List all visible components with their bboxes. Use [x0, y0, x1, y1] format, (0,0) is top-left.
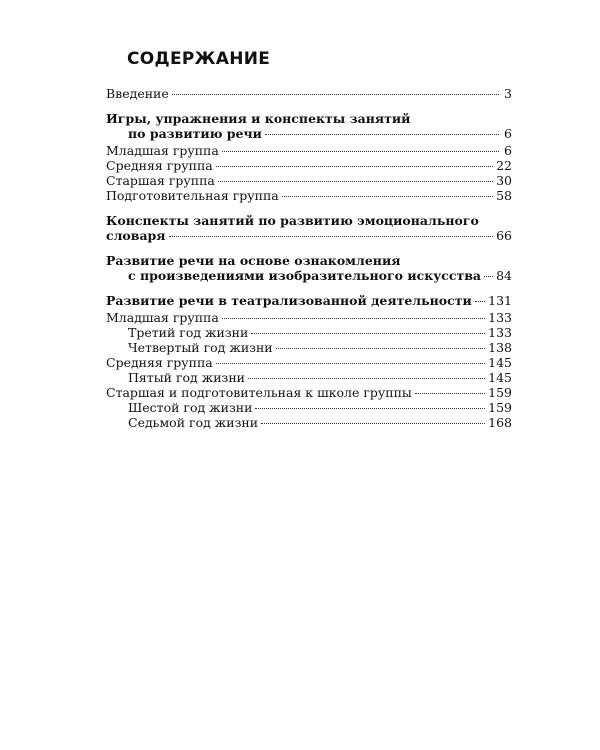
toc-entry-title: Средняя группа — [106, 355, 213, 370]
toc-heading-page: 66 — [496, 228, 512, 243]
toc-entry-title: Подготовительная группа — [106, 188, 279, 203]
toc-entry-title: Седьмой год жизни — [128, 415, 259, 430]
toc-entry-page: 145 — [488, 370, 512, 385]
toc-entry-title: Младшая группа — [106, 310, 219, 325]
toc-entry-page: 133 — [488, 325, 512, 340]
toc-entry[interactable] — [106, 415, 512, 430]
toc-heading-title: по развитию речи — [128, 126, 262, 141]
toc-section-art — [106, 253, 512, 283]
toc-entry-page: 133 — [488, 310, 512, 325]
toc-heading-page: 84 — [496, 268, 512, 283]
toc-entry[interactable] — [106, 340, 512, 355]
toc-heading-title: словаря — [106, 228, 166, 243]
dot-leader — [248, 378, 485, 379]
toc-entry[interactable] — [106, 143, 512, 158]
toc-heading[interactable] — [106, 293, 512, 308]
page-title: СОДЕРЖАНИЕ — [127, 49, 271, 69]
toc-entry-page: 159 — [488, 400, 512, 415]
toc-heading-title: Развитие речи в театрализованной деятельности — [106, 293, 472, 308]
toc-entry-page: 58 — [496, 188, 512, 203]
toc-entry[interactable] — [106, 86, 512, 101]
toc-entry-title: Шестой год жизни — [128, 400, 253, 415]
toc-heading[interactable] — [106, 228, 512, 243]
toc-entry-title: Введение — [106, 86, 169, 101]
toc-section-intro — [106, 86, 512, 101]
toc-heading[interactable] — [106, 268, 512, 283]
table-of-contents — [106, 86, 512, 440]
toc-entry[interactable] — [106, 310, 512, 325]
dot-leader — [475, 301, 485, 302]
toc-heading-line[interactable] — [106, 253, 512, 268]
toc-entry-title: Четвертый год жизни — [128, 340, 273, 355]
toc-heading-page: 6 — [504, 126, 512, 141]
toc-heading-title: Развитие речи на основе ознакомления — [106, 253, 401, 268]
toc-entry[interactable] — [106, 188, 512, 203]
dot-leader — [282, 196, 493, 197]
dot-leader — [172, 94, 499, 95]
dot-leader — [265, 134, 499, 135]
toc-section-games — [106, 111, 512, 203]
toc-entry-page: 30 — [496, 173, 512, 188]
toc-entry-page: 145 — [488, 355, 512, 370]
toc-heading-title: с произведениями изобразительного искусства — [128, 268, 482, 283]
toc-section-emotional — [106, 213, 512, 243]
toc-entry-title: Младшая группа — [106, 143, 219, 158]
dot-leader — [251, 333, 485, 334]
toc-entry-title: Старшая и подготовительная к школе группы — [106, 385, 412, 400]
toc-entry[interactable] — [106, 385, 512, 400]
dot-leader — [415, 393, 485, 394]
dot-leader — [169, 236, 494, 237]
toc-entry-page: 22 — [496, 158, 512, 173]
toc-section-theatre — [106, 293, 512, 430]
dot-leader — [216, 363, 485, 364]
toc-entry-page: 6 — [504, 143, 512, 158]
toc-entry[interactable] — [106, 173, 512, 188]
dot-leader — [216, 166, 493, 167]
toc-entry-page: 3 — [504, 86, 512, 101]
toc-entry[interactable] — [106, 158, 512, 173]
toc-heading-title: Конспекты занятий по развитию эмоционального — [106, 213, 479, 228]
dot-leader — [222, 318, 485, 319]
dot-leader — [484, 276, 493, 277]
toc-entry-page: 159 — [488, 385, 512, 400]
toc-entry-page: 138 — [488, 340, 512, 355]
toc-heading-line[interactable] — [106, 213, 512, 228]
toc-entry-title: Третий год жизни — [128, 325, 249, 340]
toc-heading-line[interactable] — [106, 111, 512, 126]
dot-leader — [261, 423, 485, 424]
toc-entry[interactable] — [106, 355, 512, 370]
dot-leader — [222, 151, 499, 152]
toc-heading[interactable] — [106, 126, 512, 141]
toc-entry-title: Пятый год жизни — [128, 370, 246, 385]
toc-entry[interactable] — [106, 370, 512, 385]
toc-heading-title: Игры, упражнения и конспекты занятий — [106, 111, 411, 126]
toc-entry-title: Средняя группа — [106, 158, 213, 173]
dot-leader — [276, 348, 486, 349]
dot-leader — [218, 181, 493, 182]
toc-heading-page: 131 — [488, 293, 512, 308]
toc-entry[interactable] — [106, 325, 512, 340]
toc-entry[interactable] — [106, 400, 512, 415]
toc-entry-page: 168 — [488, 415, 512, 430]
toc-entry-title: Старшая группа — [106, 173, 215, 188]
dot-leader — [255, 408, 485, 409]
